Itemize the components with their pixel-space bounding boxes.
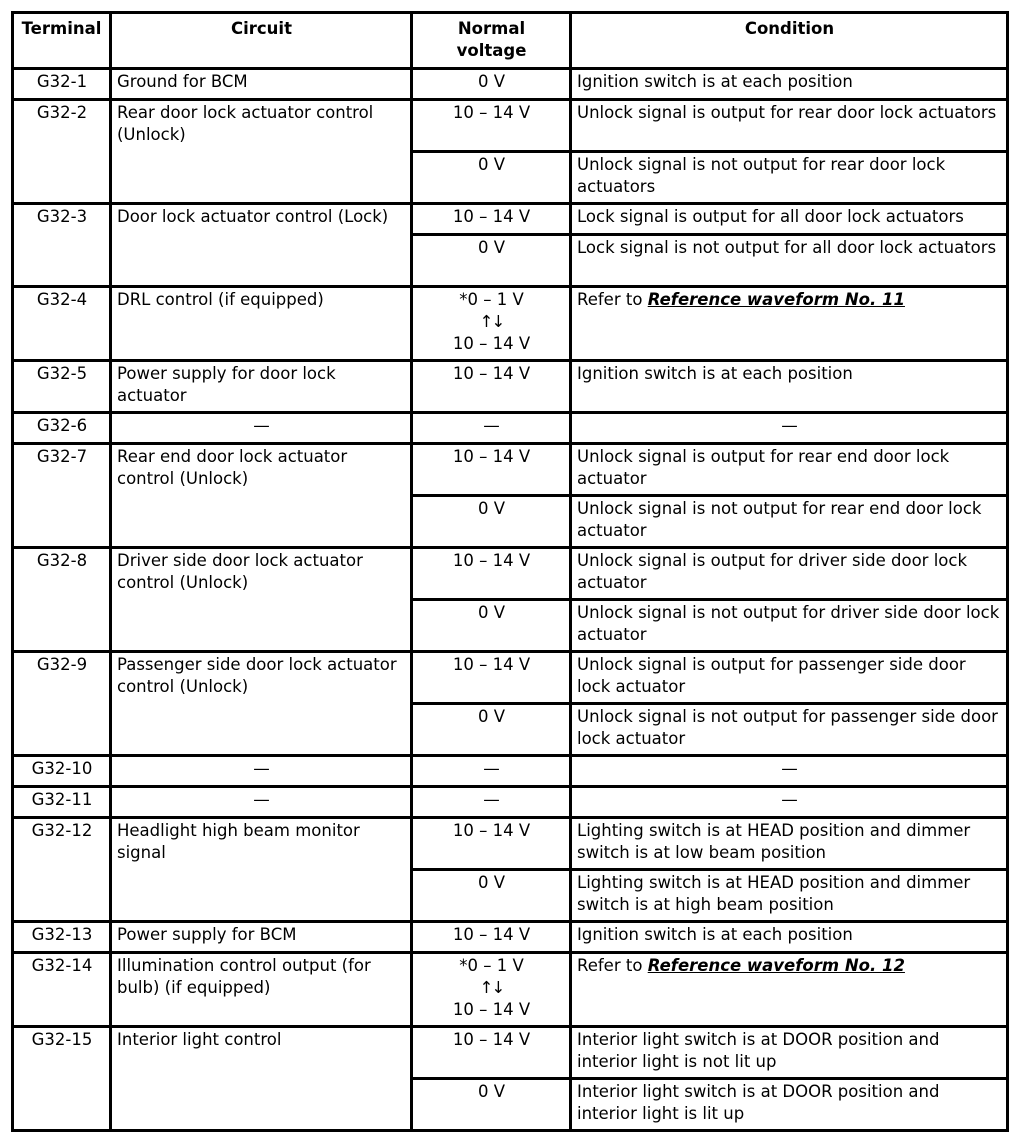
- voltage-cell: 10 – 14 V: [412, 652, 571, 704]
- voltage-cell: —: [412, 756, 571, 787]
- condition-cell: Lighting switch is at HEAD position and dimmer switch is at high beam position: [571, 870, 1008, 922]
- header-voltage-text: Normal voltage: [456, 19, 527, 60]
- condition-cell: [571, 953, 1008, 1027]
- header-voltage: [412, 13, 571, 69]
- toggle-arrows-icon: ↑↓: [479, 978, 504, 997]
- table-row: [13, 756, 1008, 787]
- condition-cell: Ignition switch is at each position: [571, 69, 1008, 100]
- terminal-cell: G32-13: [13, 922, 111, 953]
- condition-cell: Ignition switch is at each position: [571, 361, 1008, 413]
- voltage-cell: [412, 287, 571, 361]
- circuit-cell: —: [111, 413, 412, 444]
- terminal-cell: G32-12: [13, 818, 111, 922]
- voltage-cell: 10 – 14 V: [412, 100, 571, 152]
- condition-prefix: Refer to: [577, 956, 643, 975]
- table-row: [13, 548, 1008, 600]
- circuit-cell: Power supply for BCM: [111, 922, 412, 953]
- terminal-cell: G32-7: [13, 444, 111, 548]
- circuit-cell: Door lock actuator control (Lock): [111, 204, 412, 287]
- table-row: [13, 922, 1008, 953]
- condition-cell: Unlock signal is not output for driver side door lock actuator: [571, 600, 1008, 652]
- condition-cell: Unlock signal is output for rear end door lock actuator: [571, 444, 1008, 496]
- voltage-line: 10 – 14 V: [452, 1000, 531, 1019]
- terminal-cell: G32-9: [13, 652, 111, 756]
- terminal-cell: G32-1: [13, 69, 111, 100]
- voltage-cell: 0 V: [412, 870, 571, 922]
- condition-cell: —: [571, 787, 1008, 818]
- table-body: [13, 69, 1008, 1131]
- terminal-cell: G32-10: [13, 756, 111, 787]
- voltage-line: 10 – 14 V: [452, 334, 531, 353]
- condition-cell: —: [571, 756, 1008, 787]
- table-row: [13, 1027, 1008, 1079]
- terminal-cell: G32-14: [13, 953, 111, 1027]
- voltage-cell: 0 V: [412, 69, 571, 100]
- terminal-cell: G32-4: [13, 287, 111, 361]
- circuit-cell: Illumination control output (for bulb) (if equipped): [111, 953, 412, 1027]
- table-row: [13, 361, 1008, 413]
- table-row: [13, 818, 1008, 870]
- header-row: [13, 13, 1008, 69]
- terminal-cell: G32-15: [13, 1027, 111, 1131]
- voltage-cell: 0 V: [412, 1079, 571, 1131]
- reference-waveform-link[interactable]: Reference waveform No. 12: [647, 956, 905, 975]
- table-row: [13, 652, 1008, 704]
- condition-cell: Unlock signal is output for passenger side door lock actuator: [571, 652, 1008, 704]
- condition-cell: Interior light switch is at DOOR position and interior light is lit up: [571, 1079, 1008, 1131]
- voltage-cell: 10 – 14 V: [412, 361, 571, 413]
- voltage-cell: 0 V: [412, 235, 571, 287]
- table-row: [13, 69, 1008, 100]
- condition-prefix: Refer to: [577, 290, 643, 309]
- circuit-cell: —: [111, 787, 412, 818]
- voltage-cell: 10 – 14 V: [412, 548, 571, 600]
- voltage-cell: 10 – 14 V: [412, 1027, 571, 1079]
- condition-cell: Lighting switch is at HEAD position and dimmer switch is at low beam position: [571, 818, 1008, 870]
- terminal-table: [11, 11, 1009, 1132]
- condition-cell: Lock signal is output for all door lock actuators: [571, 204, 1008, 235]
- voltage-cell: 10 – 14 V: [412, 444, 571, 496]
- table-row: [13, 287, 1008, 361]
- voltage-cell: 0 V: [412, 600, 571, 652]
- table-row: [13, 953, 1008, 1027]
- circuit-cell: Rear end door lock actuator control (Unlock): [111, 444, 412, 548]
- table-row: [13, 413, 1008, 444]
- voltage-cell: [412, 953, 571, 1027]
- condition-cell: Interior light switch is at DOOR position and interior light is not lit up: [571, 1027, 1008, 1079]
- circuit-cell: Passenger side door lock actuator control (Unlock): [111, 652, 412, 756]
- condition-cell: Unlock signal is not output for rear door lock actuators: [571, 152, 1008, 204]
- toggle-arrows-icon: ↑↓: [479, 312, 504, 331]
- circuit-cell: Power supply for door lock actuator: [111, 361, 412, 413]
- voltage-cell: 0 V: [412, 152, 571, 204]
- table-row: [13, 100, 1008, 152]
- terminal-cell: G32-5: [13, 361, 111, 413]
- voltage-cell: 10 – 14 V: [412, 922, 571, 953]
- voltage-cell: 10 – 14 V: [412, 818, 571, 870]
- terminal-cell: G32-8: [13, 548, 111, 652]
- condition-cell: Unlock signal is output for rear door lock actuators: [571, 100, 1008, 152]
- voltage-cell: 0 V: [412, 704, 571, 756]
- voltage-cell: 10 – 14 V: [412, 204, 571, 235]
- header-condition: Condition: [571, 13, 1008, 69]
- table-row: [13, 444, 1008, 496]
- condition-cell: [571, 287, 1008, 361]
- terminal-table-wrapper: [11, 11, 1009, 1132]
- table-row: [13, 204, 1008, 235]
- voltage-line: *0 – 1 V: [459, 956, 524, 975]
- reference-waveform-link[interactable]: Reference waveform No. 11: [647, 290, 905, 309]
- circuit-cell: Driver side door lock actuator control (Unlock): [111, 548, 412, 652]
- voltage-cell: —: [412, 787, 571, 818]
- voltage-cell: 0 V: [412, 496, 571, 548]
- terminal-cell: G32-6: [13, 413, 111, 444]
- circuit-cell: Rear door lock actuator control (Unlock): [111, 100, 412, 204]
- terminal-cell: G32-3: [13, 204, 111, 287]
- circuit-cell: DRL control (if equipped): [111, 287, 412, 361]
- circuit-cell: —: [111, 756, 412, 787]
- condition-cell: Unlock signal is output for driver side door lock actuator: [571, 548, 1008, 600]
- circuit-cell: Interior light control: [111, 1027, 412, 1131]
- voltage-line: *0 – 1 V: [459, 290, 524, 309]
- circuit-cell: Headlight high beam monitor signal: [111, 818, 412, 922]
- voltage-cell: —: [412, 413, 571, 444]
- terminal-cell: G32-11: [13, 787, 111, 818]
- condition-cell: Unlock signal is not output for rear end door lock actuator: [571, 496, 1008, 548]
- table-row: [13, 787, 1008, 818]
- condition-cell: Unlock signal is not output for passenger side door lock actuator: [571, 704, 1008, 756]
- condition-cell: Ignition switch is at each position: [571, 922, 1008, 953]
- condition-cell: Lock signal is not output for all door lock actuators: [571, 235, 1008, 287]
- condition-cell: —: [571, 413, 1008, 444]
- circuit-cell: Ground for BCM: [111, 69, 412, 100]
- header-circuit: Circuit: [111, 13, 412, 69]
- header-terminal: Terminal: [13, 13, 111, 69]
- terminal-cell: G32-2: [13, 100, 111, 204]
